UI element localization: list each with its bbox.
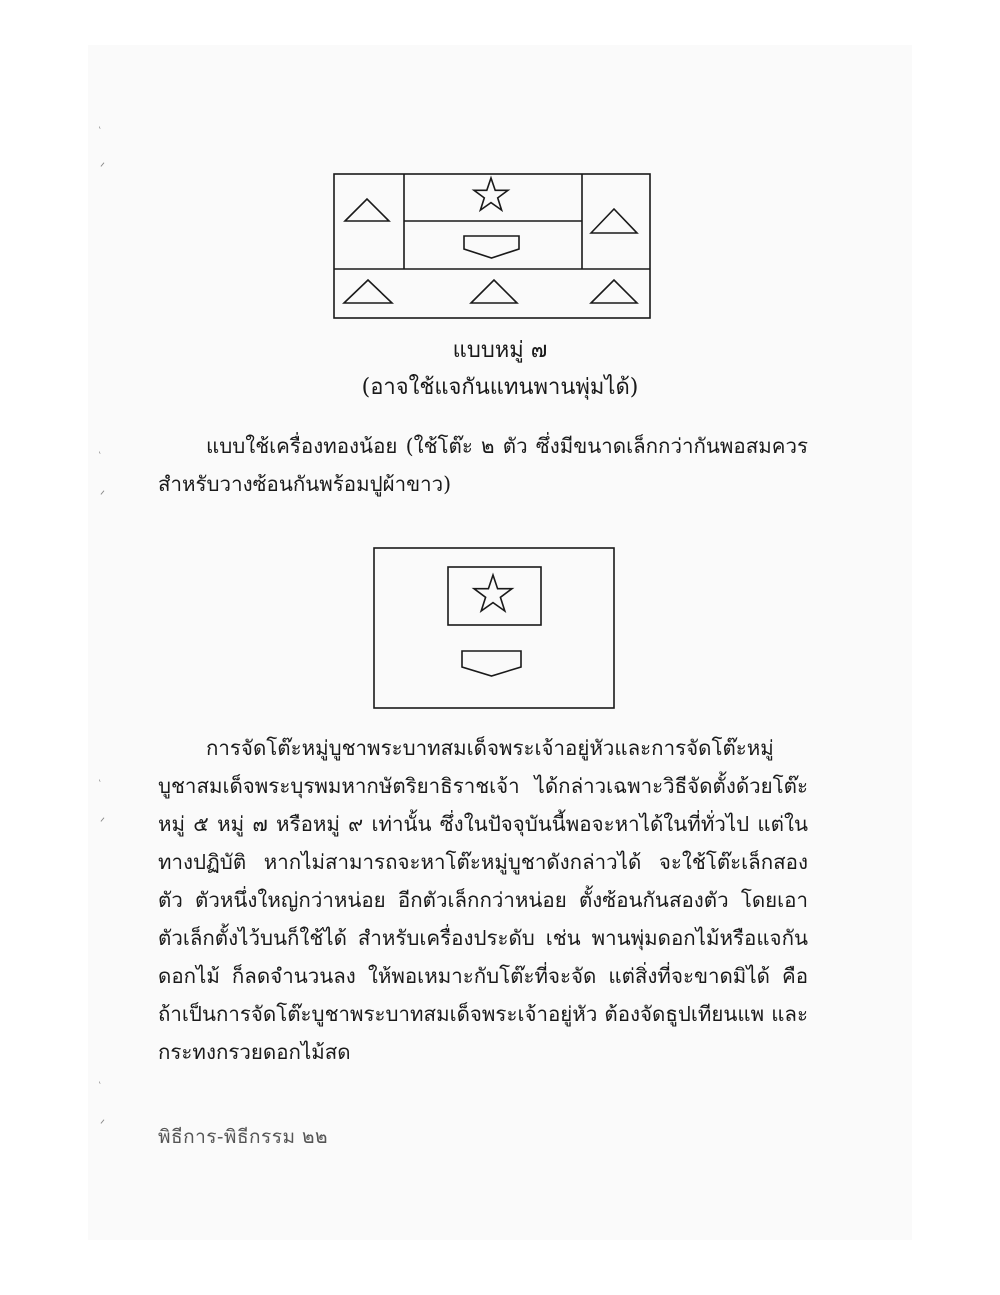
page-footer: พิธีการ-พิธีกรรม ๒๒ [158, 1126, 329, 1148]
chevron-tray-icon [464, 236, 519, 258]
paragraph-small-tables [158, 427, 808, 503]
pedestal-triangle [345, 199, 389, 221]
figure-title: แบบหมู่ ๗ [452, 338, 548, 363]
star-icon [474, 178, 508, 210]
margin-mark: ᐟ [100, 488, 106, 502]
pedestal-triangle [471, 280, 517, 303]
table-set-7-diagram [333, 173, 651, 319]
pedestal-triangle [591, 280, 637, 303]
paragraph-text: การจัดโต๊ะหมู่บูชาพระบาทสมเด็จพระเจ้าอยู่หัวและการจัดโต๊ะหมู่บูชาสมเด็จพระบุรพมหากษัตริยาธิราชเจ้า ได้กล่าวเฉพาะวิธีจัดตั้งด้วยโต๊ะหมู่ ๕ หมู่ ๗ หรือหมู่ ๙ เท่านั้น ซึ่งในปัจจุบันนี้พอจะหาได้ในที่ทั่วไป แต่ในทางปฏิบัติ หากไม่สามารถจะหาโต๊ะหมู่บูชาดังกล่าวได้ จะใช้โต๊ะเล็กสองตัว ตัวหนึ่งใหญ่กว่าหน่อย อีกตัวเล็กกว่าหน่อย ตั้งซ้อนกันสองตัว โดยเอาตัวเล็กตั้งไว้บนก็ใช้ได้ สำหรับเครื่องประดับ เช่น พานพุ่มดอกไม้หรือแจกันดอกไม้ ก็ลดจำนวนลง ให้พอเหมาะกับโต๊ะที่จะจัด แต่สิ่งที่จะขาดมิได้ คือถ้าเป็นการจัดโต๊ะบูชาพระบาทสมเด็จพระเจ้าอยู่หัว ต้องจัดธูปเทียนแพ และกระทงกรวยดอกไม้สด [158, 736, 808, 1064]
table-outline [334, 174, 650, 318]
paragraph-arrangement [158, 729, 808, 1071]
margin-mark: ᐟ [100, 815, 106, 829]
pedestal-triangle [344, 280, 392, 303]
two-table-diagram [373, 547, 615, 709]
figure-note: (อาจใช้แจกันแทนพานพุ่มได้) [361, 375, 639, 400]
margin-mark: ᐟ [100, 160, 106, 174]
inner-table-outline [448, 567, 541, 625]
pedestal-triangle [591, 209, 637, 233]
star-icon [474, 575, 512, 611]
chevron-tray-icon [462, 651, 521, 676]
paragraph-text: แบบใช้เครื่องทองน้อย (ใช้โต๊ะ ๒ ตัว ซึ่งมีขนาดเล็กกว่ากันพอสมควร สำหรับวางซ้อนกันพร้อมปูผ้าขาว) [158, 434, 808, 496]
margin-mark: ᐟ [100, 1117, 106, 1131]
table-outline [374, 548, 614, 708]
